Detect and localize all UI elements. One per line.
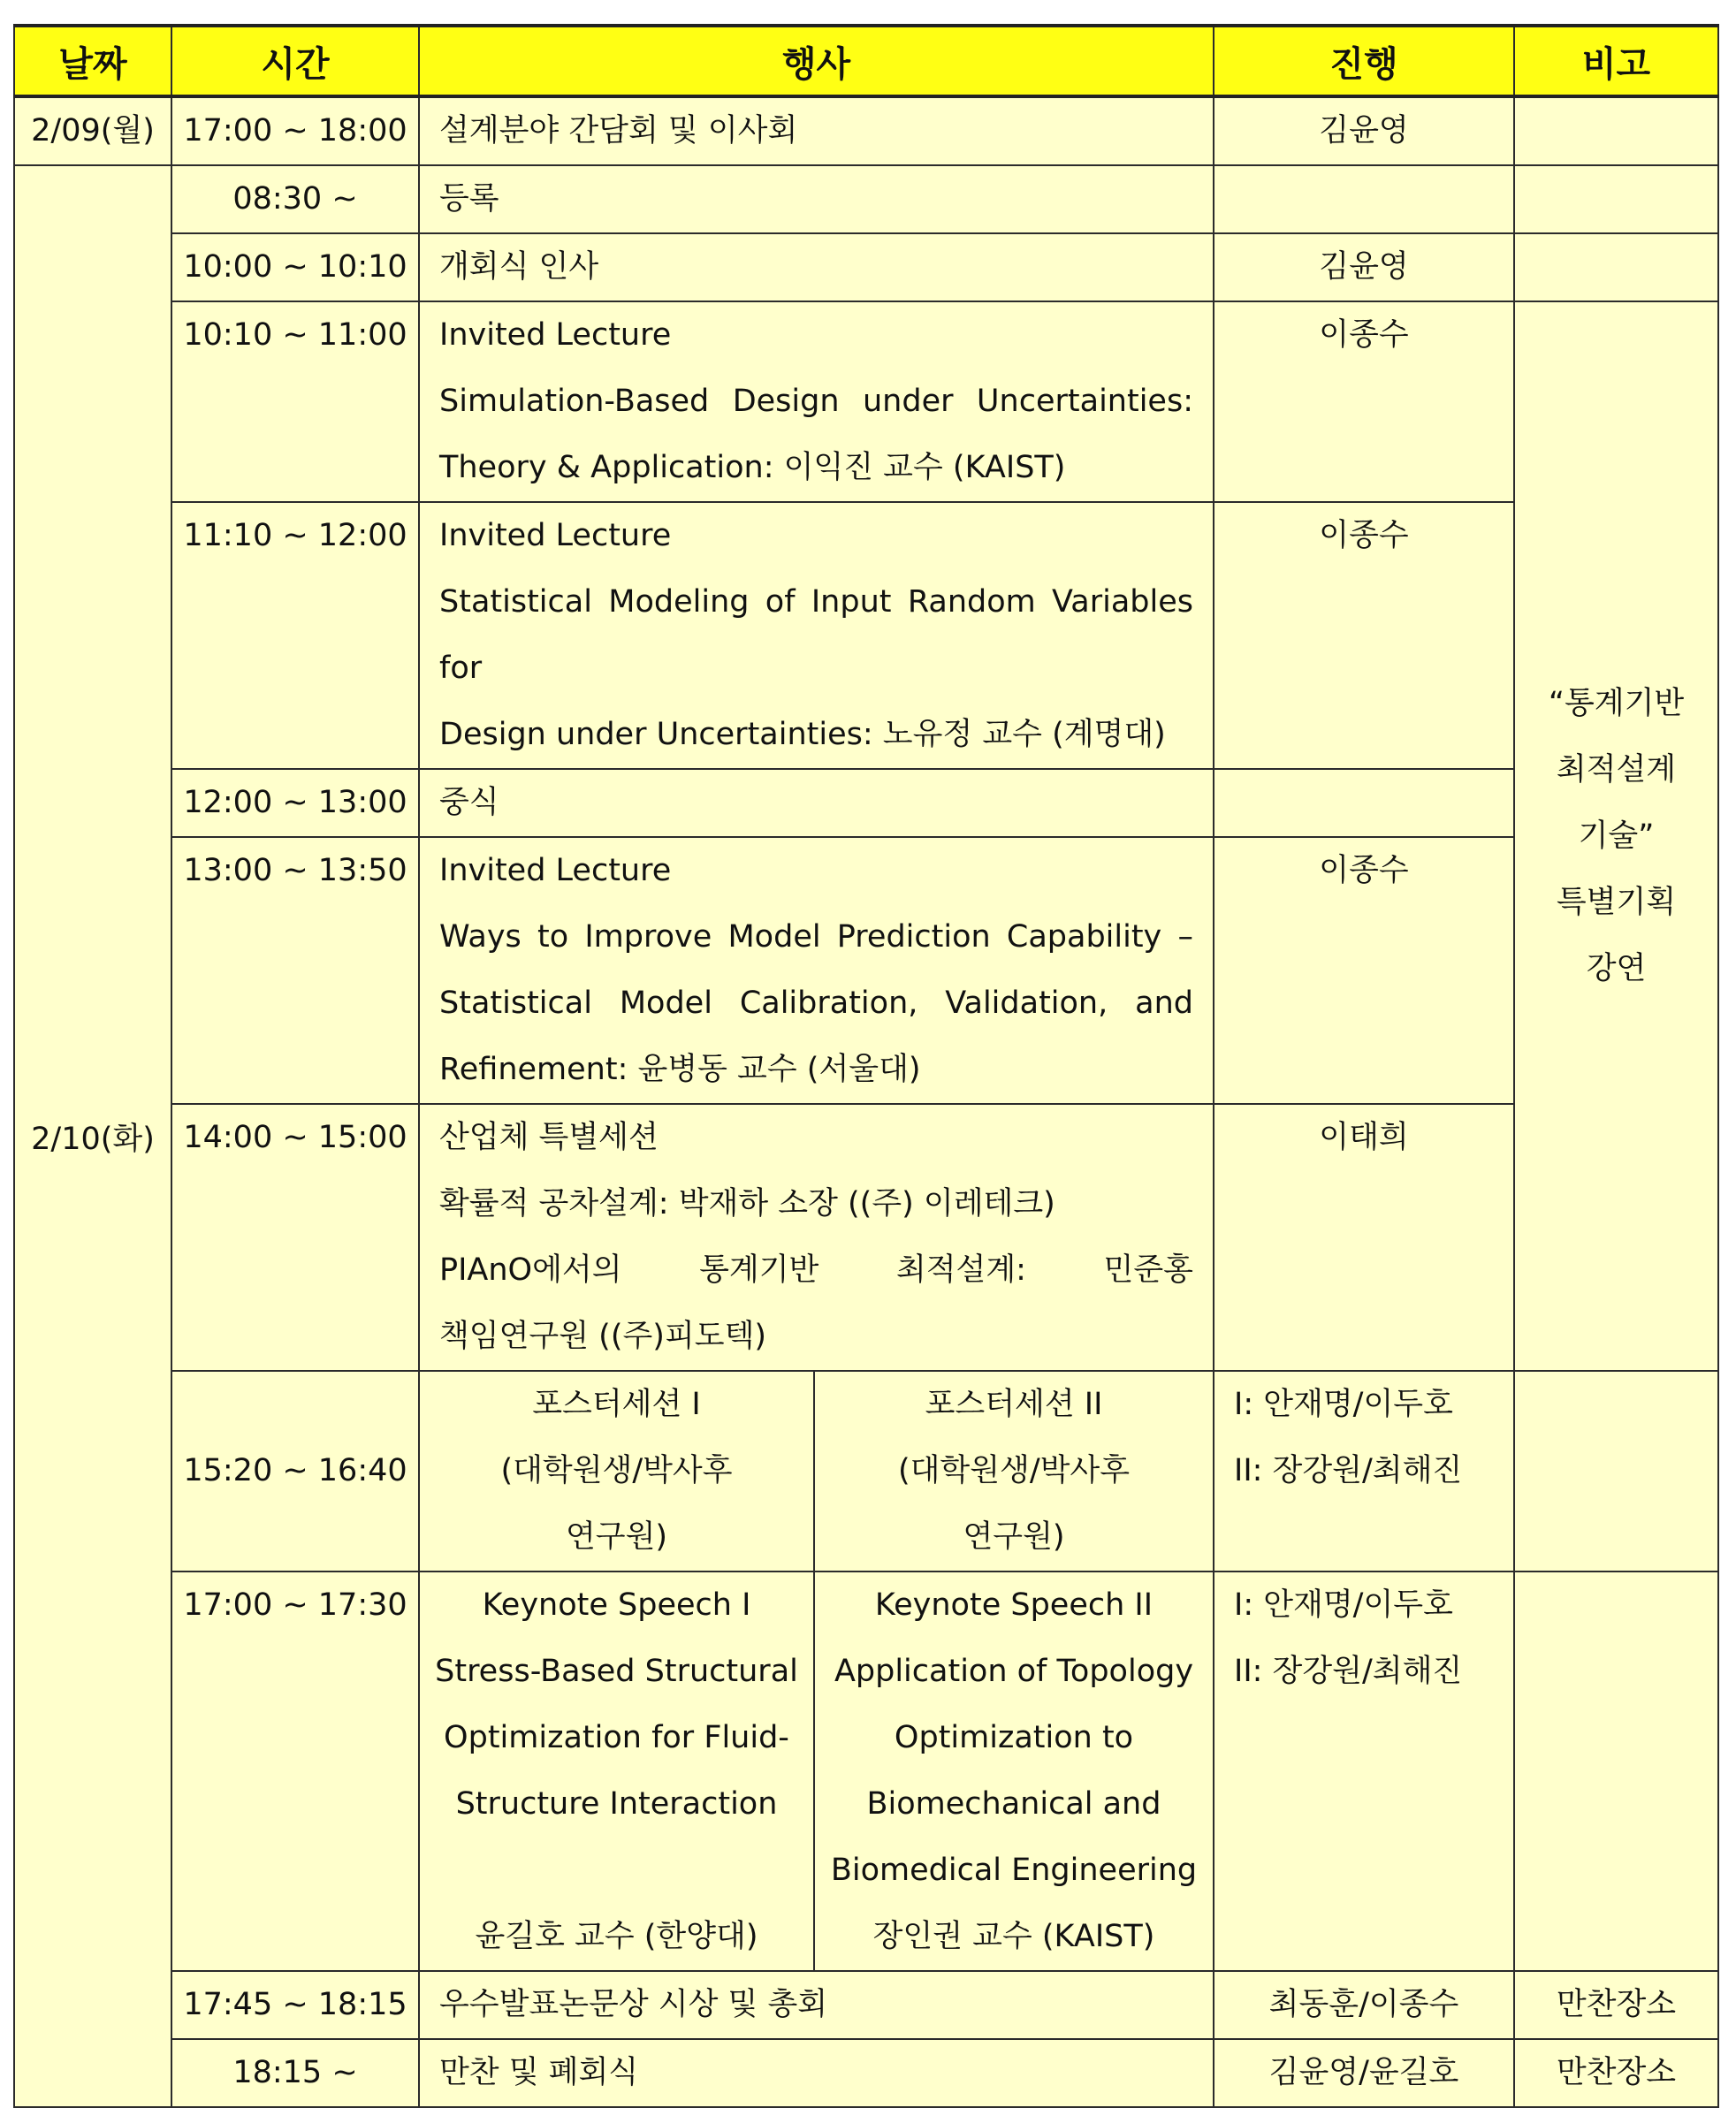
host-cell: 김윤영: [1214, 96, 1514, 165]
event-cell: 설계분야 간담회 및 이사회: [419, 96, 1214, 165]
note-cell: [1514, 1571, 1718, 1971]
time-cell: 13:00 ~ 13:50: [171, 837, 419, 1104]
schedule-table: [13, 24, 1719, 2108]
header-event: 행사: [419, 26, 1214, 96]
time-cell: 17:45 ~ 18:15: [171, 1971, 419, 2039]
note-cell: [1514, 96, 1718, 165]
table-row: [14, 502, 1718, 769]
host-cell: 최동훈/이종수: [1214, 1971, 1514, 2039]
event-line: 포스터세션 II: [925, 1387, 1103, 1422]
event-cell: [419, 502, 1214, 769]
header-time: 시간: [171, 26, 419, 96]
header-date: 날짜: [14, 26, 171, 96]
event-line: Ways to Improve Model Prediction Capability –: [439, 919, 1193, 955]
event-cell: [419, 301, 1214, 502]
note-cell: 만찬장소: [1514, 1971, 1718, 2039]
event-line: Invited Lecture: [439, 518, 672, 553]
table-row: [14, 301, 1718, 502]
note-cell: 만찬장소: [1514, 2039, 1718, 2107]
table-row: [14, 165, 1718, 233]
event-line: Keynote Speech I: [482, 1587, 751, 1623]
special-note-line: 강연: [1586, 950, 1647, 986]
event-line: Keynote Speech II: [874, 1587, 1154, 1623]
event-line: Theory & Application: 이익진 교수 (KAIST): [439, 450, 1066, 485]
event-line: Structure Interaction: [455, 1786, 778, 1822]
host-cell: 이종수: [1214, 837, 1514, 1104]
date-cell: 2/10(화): [14, 165, 171, 2107]
event-line: Refinement: 윤병동 교수 (서울대): [439, 1052, 921, 1087]
header-note: 비고: [1514, 26, 1718, 96]
host-cell: [1214, 1371, 1514, 1571]
event-cell: 등록: [419, 165, 1214, 233]
event-line: (대학원생/박사후: [897, 1453, 1131, 1488]
host-cell: 이종수: [1214, 502, 1514, 769]
event-line: 산업체 특별세션: [439, 1120, 659, 1155]
event-line: Invited Lecture: [439, 853, 672, 888]
event-line: 장인권 교수 (KAIST): [872, 1919, 1155, 1954]
host-line: I: 안재명/이두호: [1234, 1387, 1453, 1422]
event-line: Application of Topology: [834, 1654, 1194, 1689]
event-line: 확률적 공차설계: 박재하 소장 ((주) 이레테크): [439, 1186, 1055, 1221]
event-line: Optimization for Fluid-: [444, 1720, 789, 1755]
table-row: [14, 96, 1718, 165]
table-row: [14, 1371, 1718, 1571]
time-cell: 17:00 ~ 18:00: [171, 96, 419, 165]
poster-session-2-cell: [814, 1371, 1214, 1571]
time-cell: 10:10 ~ 11:00: [171, 301, 419, 502]
event-line: Statistical Model Calibration, Validation, and: [439, 986, 1193, 1021]
note-cell: [1514, 1371, 1718, 1571]
host-cell: [1214, 1571, 1514, 1971]
date-cell: 2/09(월): [14, 96, 171, 165]
host-line: II: 장강원/최해진: [1234, 1654, 1463, 1689]
host-cell: [1214, 165, 1514, 233]
host-cell: 김윤영/윤길호: [1214, 2039, 1514, 2107]
time-cell: 14:00 ~ 15:00: [171, 1104, 419, 1371]
event-line: Simulation-Based Design under Uncertainties:: [439, 384, 1193, 419]
event-line: 연구원): [963, 1519, 1065, 1555]
event-line: Design under Uncertainties: 노유정 교수 (계명대): [439, 717, 1166, 752]
time-cell: 15:20 ~ 16:40: [171, 1371, 419, 1571]
time-cell: 08:30 ~: [171, 165, 419, 233]
time-cell: 11:10 ~ 12:00: [171, 502, 419, 769]
time-cell: 10:00 ~ 10:10: [171, 233, 419, 301]
host-cell: 이종수: [1214, 301, 1514, 502]
table-row: [14, 1571, 1718, 1971]
special-note-line: 특별기획: [1556, 884, 1677, 920]
note-cell: [1514, 165, 1718, 233]
keynote-1-cell: [419, 1571, 814, 1971]
event-cell: [419, 837, 1214, 1104]
time-cell: 18:15 ~: [171, 2039, 419, 2107]
event-line: 책임연구원 ((주)피도텍): [439, 1319, 767, 1354]
host-line: II: 장강원/최해진: [1234, 1453, 1463, 1488]
host-cell: 이태희: [1214, 1104, 1514, 1371]
schedule-wrapper: [13, 24, 1719, 2108]
event-cell: 개회식 인사: [419, 233, 1214, 301]
table-row: [14, 2039, 1718, 2107]
table-row: [14, 233, 1718, 301]
event-line: PIAnO에서의 통계기반 최적설계: 민준홍: [439, 1252, 1193, 1288]
header-row: [14, 26, 1718, 96]
event-line: (대학원생/박사후: [500, 1453, 733, 1488]
event-cell: 우수발표논문상 시상 및 총회: [419, 1971, 1214, 2039]
event-line: Biomechanical and: [866, 1786, 1161, 1822]
special-note-line: 최적설계: [1556, 751, 1677, 788]
table-row: [14, 769, 1718, 837]
host-cell: 김윤영: [1214, 233, 1514, 301]
event-cell: [419, 1104, 1214, 1371]
table-row: [14, 1971, 1718, 2039]
time-cell: 17:00 ~ 17:30: [171, 1571, 419, 1971]
header-host: 진행: [1214, 26, 1514, 96]
event-line: Invited Lecture: [439, 317, 672, 353]
host-line: I: 안재명/이두호: [1234, 1587, 1453, 1623]
event-cell: 만찬 및 폐회식: [419, 2039, 1214, 2107]
event-line: Stress-Based Structural: [435, 1654, 798, 1689]
event-line: [420, 1838, 813, 1904]
special-note-line: “통계기반: [1548, 685, 1685, 721]
event-line: 포스터세션 I: [532, 1387, 701, 1422]
table-row: [14, 837, 1718, 1104]
event-line: 윤길호 교수 (한양대): [475, 1919, 758, 1954]
table-row: [14, 1104, 1718, 1371]
special-note-line: 기술”: [1578, 818, 1655, 854]
keynote-2-cell: [814, 1571, 1214, 1971]
event-line: 연구원): [565, 1519, 668, 1555]
time-cell: 12:00 ~ 13:00: [171, 769, 419, 837]
event-line: Optimization to: [894, 1720, 1134, 1755]
note-cell: [1514, 233, 1718, 301]
event-line: Statistical Modeling of Input Random Variables for: [439, 584, 1193, 686]
poster-session-1-cell: [419, 1371, 814, 1571]
event-cell: 중식: [419, 769, 1214, 837]
event-line: Biomedical Engineering: [830, 1853, 1198, 1888]
special-note-cell: [1514, 301, 1718, 1371]
host-cell: [1214, 769, 1514, 837]
